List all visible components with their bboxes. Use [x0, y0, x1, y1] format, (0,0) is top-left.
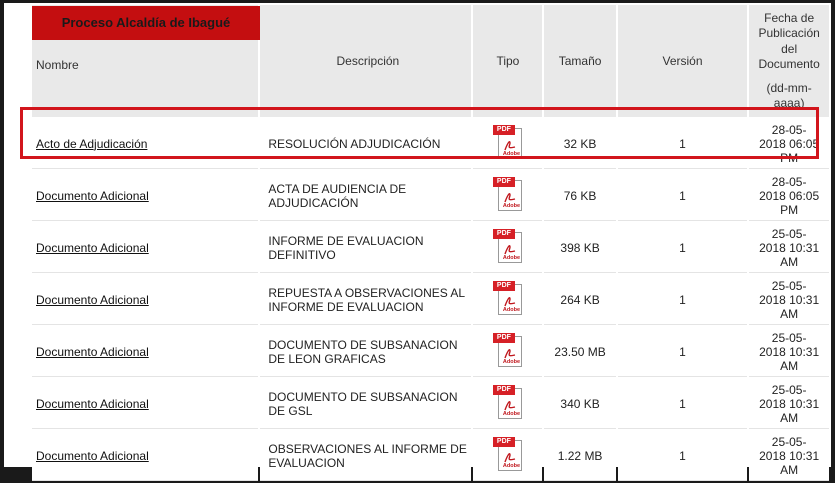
page-title: Proceso Alcaldía de Ibagué: [32, 6, 260, 40]
document-date-line: AM: [780, 254, 799, 269]
pdf-icon[interactable]: [493, 177, 523, 211]
cell-tipo: [473, 275, 542, 325]
table-row: [32, 275, 829, 325]
document-date-line: PM: [780, 150, 799, 165]
document-date-line: 25-05-: [771, 330, 807, 345]
adobe-label: Adobe: [502, 203, 521, 209]
cell-tipo: [473, 119, 542, 169]
pdf-tag: PDF: [493, 385, 515, 395]
cell-tipo: [473, 327, 542, 377]
document-version: 1: [679, 136, 686, 151]
pdf-icon[interactable]: [493, 125, 523, 159]
pdf-tag: PDF: [493, 229, 515, 239]
cell-descripcion: [260, 379, 471, 429]
table-row: [32, 327, 829, 377]
document-date-line: PM: [780, 202, 799, 217]
document-size: 264 KB: [560, 292, 600, 307]
document-date-line: 2018 06:05: [759, 188, 820, 203]
adobe-label: Adobe: [502, 307, 521, 313]
cell-descripcion: [260, 431, 471, 481]
document-version: 1: [679, 448, 686, 463]
document-name-link[interactable]: Documento Adicional: [36, 448, 149, 463]
column-header-tipo: Tipo: [473, 5, 542, 117]
fecha-header-line: aaaa): [773, 96, 805, 110]
document-date-line: 2018 10:31: [759, 292, 820, 307]
document-date-line: 2018 10:31: [759, 240, 820, 255]
document-date-line: AM: [780, 410, 799, 425]
document-version: 1: [679, 188, 686, 203]
document-date-line: AM: [780, 462, 799, 477]
document-date-line: 2018 10:31: [759, 396, 820, 411]
fecha-header-line: Documento: [758, 57, 820, 71]
pdf-icon[interactable]: [493, 385, 523, 419]
pdf-tag: PDF: [493, 333, 515, 343]
column-header-fecha: [749, 5, 829, 117]
acrobat-swirl: [503, 190, 517, 204]
pdf-icon[interactable]: [493, 333, 523, 367]
document-date-line: 25-05-: [771, 226, 807, 241]
pdf-icon[interactable]: [493, 229, 523, 263]
cell-nombre: [32, 275, 258, 325]
cell-fecha: [749, 223, 829, 273]
document-version: 1: [679, 344, 686, 359]
cell-nombre: [32, 171, 258, 221]
cell-version: [618, 275, 747, 325]
document-description: RESOLUCIÓN ADJUDICACIÓN: [268, 136, 441, 151]
document-description: OBSERVACIONES AL INFORME DE EVALUACION: [268, 441, 467, 470]
document-version: 1: [679, 240, 686, 255]
document-name-link[interactable]: Documento Adicional: [36, 188, 149, 203]
cell-nombre: [32, 431, 258, 481]
document-date-line: 2018 10:31: [759, 344, 820, 359]
pdf-icon[interactable]: [493, 437, 523, 471]
cell-version: [618, 119, 747, 169]
column-header-descripcion: Descripción: [260, 5, 471, 117]
document-size: 1.22 MB: [557, 448, 603, 463]
document-date-line: 25-05-: [771, 382, 807, 397]
document-description: DOCUMENTO DE SUBSANACION DE GSL: [268, 389, 458, 418]
cell-version: [618, 431, 747, 481]
document-list-panel: [4, 3, 831, 477]
pdf-tag: PDF: [493, 281, 515, 291]
acrobat-swirl: [503, 450, 517, 464]
cell-tamano: [544, 379, 615, 429]
document-version: 1: [679, 396, 686, 411]
acrobat-swirl: [503, 294, 517, 308]
cell-fecha: [749, 119, 829, 169]
fecha-header-line: Publicación: [758, 26, 820, 40]
adobe-label: Adobe: [502, 463, 521, 469]
acrobat-swirl: [503, 138, 517, 152]
pdf-icon[interactable]: [493, 281, 523, 315]
document-size: 398 KB: [560, 240, 600, 255]
document-description: ACTA DE AUDIENCIA DE ADJUDICACIÓN: [268, 181, 407, 210]
acrobat-swirl: [503, 242, 517, 256]
cell-tamano: [544, 275, 615, 325]
document-size: 32 KB: [563, 136, 597, 151]
adobe-label: Adobe: [502, 255, 521, 261]
document-date-line: 2018 06:05: [759, 136, 820, 151]
cell-tamano: [544, 171, 615, 221]
adobe-label: Adobe: [502, 411, 521, 417]
document-name-link[interactable]: Documento Adicional: [36, 240, 149, 255]
document-name-link[interactable]: Acto de Adjudicación: [36, 136, 148, 151]
fecha-header-line: Fecha de: [764, 10, 815, 25]
document-version: 1: [679, 292, 686, 307]
cell-fecha: [749, 431, 829, 481]
document-name-link[interactable]: Documento Adicional: [36, 344, 149, 359]
cell-descripcion: [260, 171, 471, 221]
cell-version: [618, 171, 747, 221]
cell-tamano: [544, 431, 615, 481]
table-row: [32, 379, 829, 429]
table-row: [32, 119, 829, 169]
cell-nombre: [32, 327, 258, 377]
cell-version: [618, 327, 747, 377]
cell-version: [618, 379, 747, 429]
document-size: 23.50 MB: [554, 344, 606, 359]
pdf-tag: PDF: [493, 437, 515, 447]
cell-fecha: [749, 275, 829, 325]
document-description: INFORME DE EVALUACION DEFINITIVO: [268, 233, 424, 262]
cell-nombre: [32, 379, 258, 429]
fecha-header-line: (dd-mm-: [766, 80, 812, 95]
document-date-line: 28-05-: [771, 174, 807, 189]
document-name-link[interactable]: Documento Adicional: [36, 396, 149, 411]
adobe-label: Adobe: [502, 359, 521, 365]
cell-tipo: [473, 223, 542, 273]
document-description: DOCUMENTO DE SUBSANACION DE LEON GRAFICAS: [268, 337, 458, 366]
cell-descripcion: [260, 223, 471, 273]
cell-tamano: [544, 119, 615, 169]
cell-tamano: [544, 327, 615, 377]
document-size: 76 KB: [563, 188, 597, 203]
document-date-line: 25-05-: [771, 434, 807, 449]
document-date-line: AM: [780, 306, 799, 321]
documents-table: [30, 3, 831, 483]
column-header-tamano: Tamaño: [544, 5, 615, 117]
cell-tipo: [473, 431, 542, 481]
column-header-version: Versión: [618, 5, 747, 117]
column-header-nombre: Nombre: [32, 5, 258, 117]
cell-descripcion: [260, 119, 471, 169]
cell-fecha: [749, 379, 829, 429]
pdf-tag: PDF: [493, 177, 515, 187]
cell-nombre: [32, 119, 258, 169]
pdf-tag: PDF: [493, 125, 515, 135]
document-description: REPUESTA A OBSERVACIONES AL INFORME DE EVALUACION: [268, 285, 465, 314]
cell-tipo: [473, 379, 542, 429]
adobe-label: Adobe: [502, 151, 521, 157]
fecha-header-line: del: [781, 41, 798, 56]
table-row: [32, 171, 829, 221]
document-size: 340 KB: [560, 396, 600, 411]
cell-tipo: [473, 171, 542, 221]
acrobat-swirl: [503, 398, 517, 412]
document-date-line: 25-05-: [771, 278, 807, 293]
cell-nombre: [32, 223, 258, 273]
acrobat-swirl: [503, 346, 517, 360]
cell-fecha: [749, 327, 829, 377]
cell-fecha: [749, 171, 829, 221]
document-date-line: AM: [780, 358, 799, 373]
document-date-line: 28-05-: [771, 122, 807, 137]
table-row: [32, 431, 829, 481]
cell-descripcion: [260, 275, 471, 325]
document-date-line: 2018 10:31: [759, 448, 820, 463]
cell-version: [618, 223, 747, 273]
cell-tamano: [544, 223, 615, 273]
document-name-link[interactable]: Documento Adicional: [36, 292, 149, 307]
table-row: [32, 223, 829, 273]
cell-descripcion: [260, 327, 471, 377]
fecha-header-spacer: [753, 73, 825, 81]
